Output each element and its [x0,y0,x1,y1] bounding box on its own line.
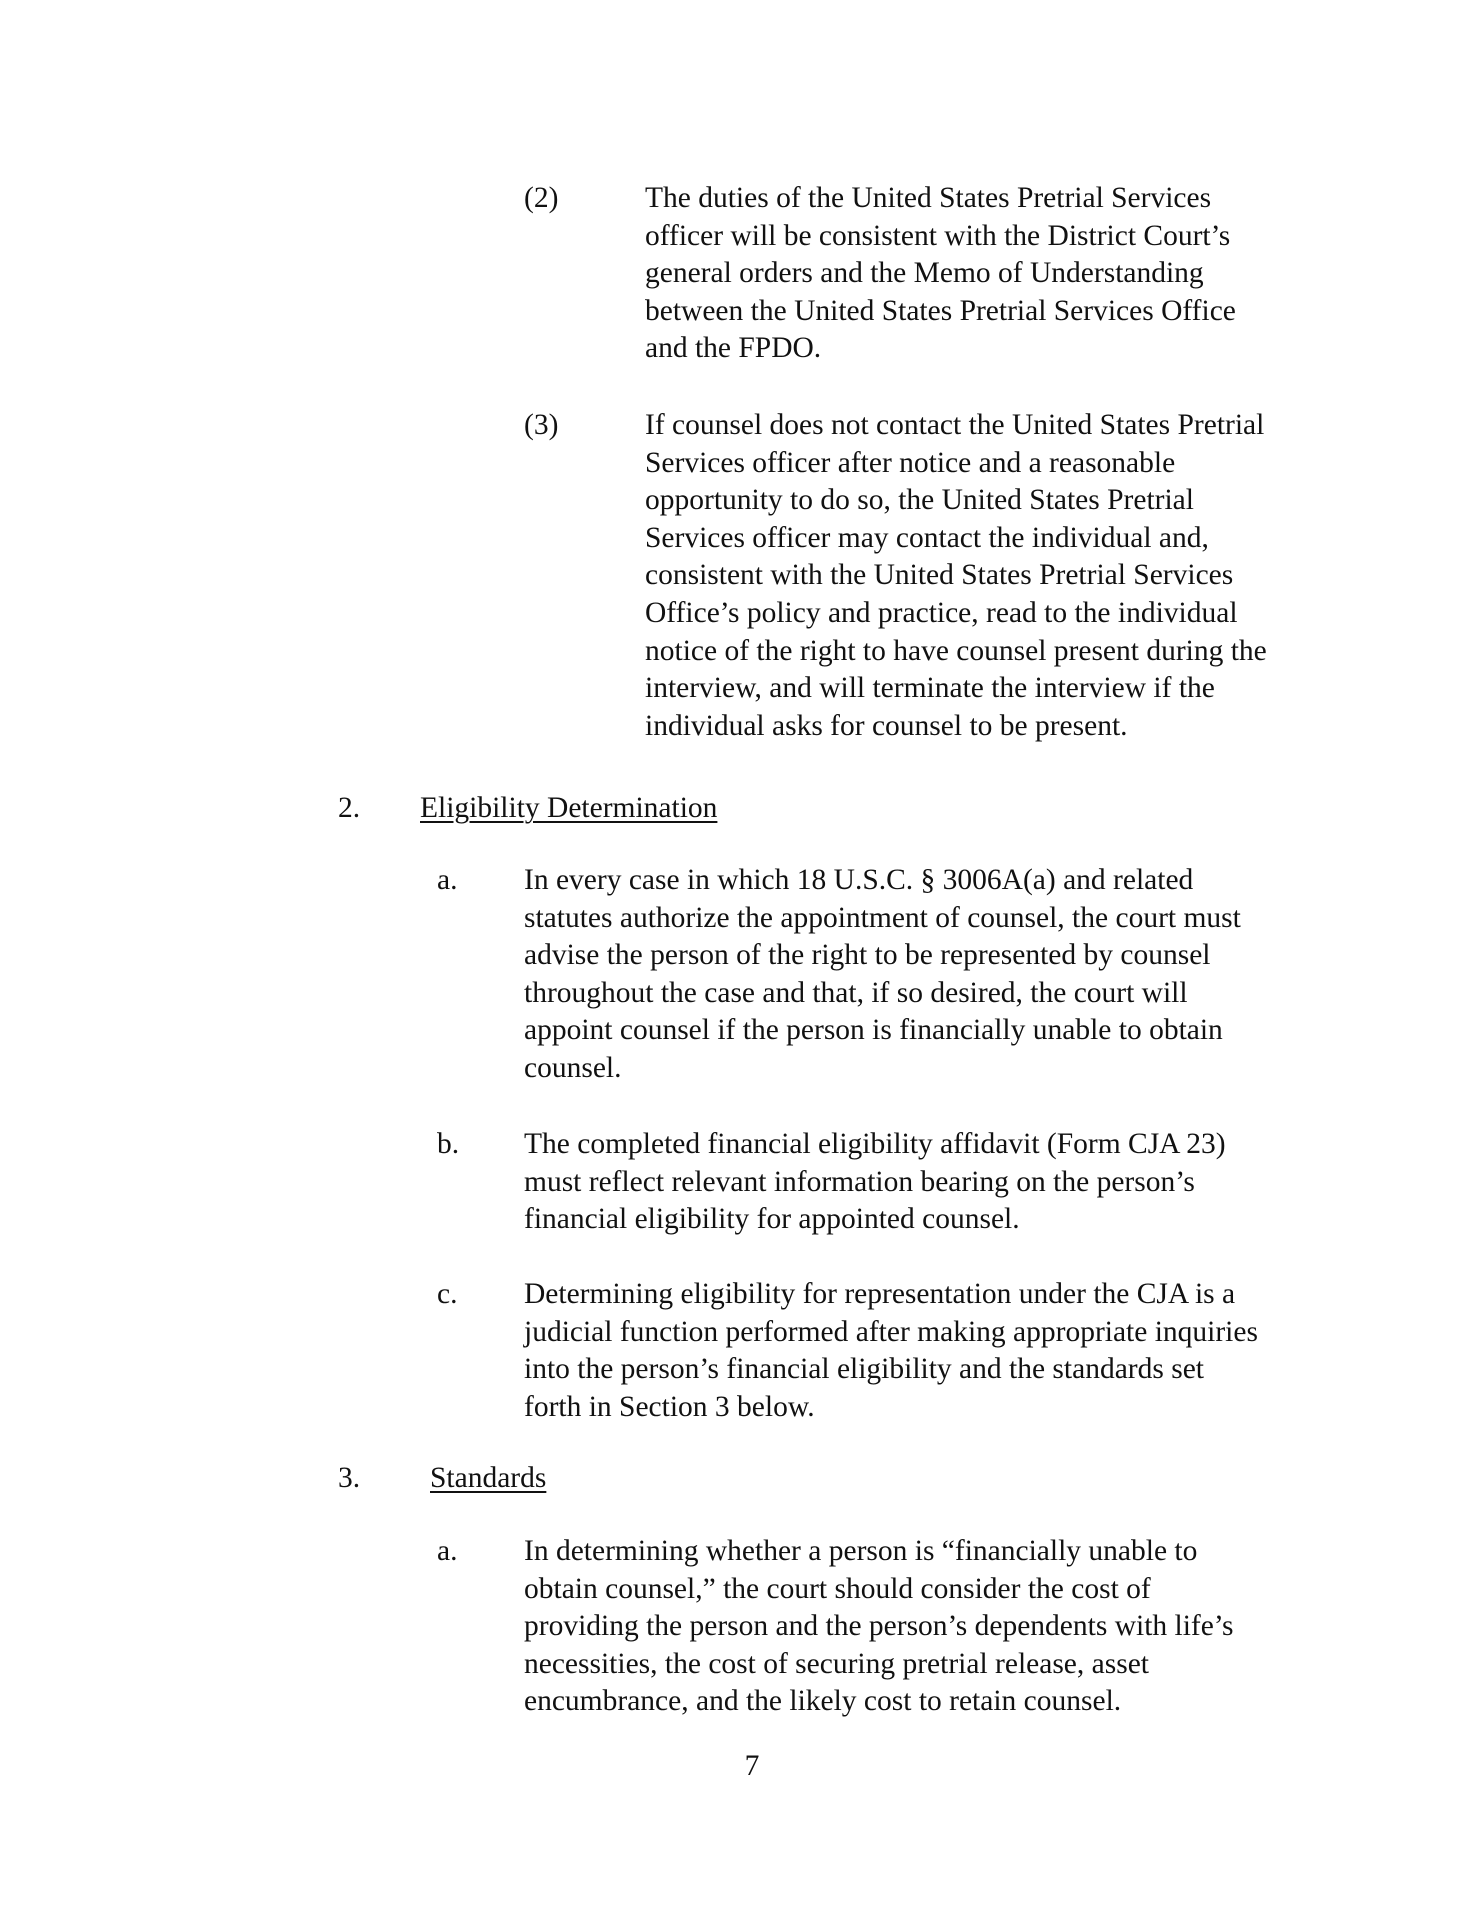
text-line: opportunity to do so, the United States Pretrial [645,484,1194,517]
section-3-title: Standards [430,1462,547,1494]
item-marker: a. [437,1535,458,1567]
text-line: Services officer after notice and a reasonable [645,446,1176,479]
text-line: Office’s policy and practice, read to the individual [645,596,1238,629]
item-text [524,1126,1226,1239]
text-line: If counsel does not contact the United States Pretrial [645,409,1265,441]
item-marker: a. [437,864,458,896]
text-line: Services officer may contact the individual and, [645,521,1209,554]
item-text [524,1533,1234,1721]
item-marker: c. [437,1278,458,1310]
text-line: appoint counsel if the person is financially unable to obtain [524,1014,1223,1047]
section-2-title: Eligibility Determination [420,792,718,824]
subitem-3-marker: (3) [524,409,559,441]
text-line: Determining eligibility for representation under the CJA is a [524,1278,1236,1310]
text-line: The completed financial eligibility affidavit (Form CJA 23) [524,1128,1226,1160]
text-line: between the United States Pretrial Services Office [645,294,1236,327]
text-line: encumbrance, and the likely cost to retain counsel. [524,1685,1122,1718]
text-line: financial eligibility for appointed counsel. [524,1203,1020,1236]
text-line: judicial function performed after making appropriate inquiries [524,1315,1258,1348]
text-line: statutes authorize the appointment of counsel, the court must [524,901,1241,934]
text-line: advise the person of the right to be represented by counsel [524,939,1211,972]
text-line: consistent with the United States Pretrial Services [645,559,1234,592]
text-line: In determining whether a person is “financially unable to [524,1535,1198,1567]
text-line: interview, and will terminate the interview if the [645,672,1215,705]
text-line: must reflect relevant information bearing on the person’s [524,1165,1195,1198]
text-line: individual asks for counsel to be present. [645,709,1128,742]
text-line: notice of the right to have counsel present during the [645,634,1267,667]
section-2-number: 2. [338,792,361,824]
text-line: necessities, the cost of securing pretrial release, asset [524,1647,1149,1680]
text-line: general orders and the Memo of Understanding [645,257,1204,290]
item-text [524,862,1241,1088]
item-marker: b. [437,1128,460,1160]
text-line: The duties of the United States Pretrial Services [645,182,1212,214]
text-line: throughout the case and that, if so desired, the court will [524,976,1188,1009]
subitem-2-marker: (2) [524,182,559,214]
subitem-2-text [645,180,1236,368]
text-line: forth in Section 3 below. [524,1390,815,1423]
subitem-3-text [645,407,1267,745]
section-3-number: 3. [338,1462,361,1494]
text-line: obtain counsel,” the court should consider the cost of [524,1572,1151,1605]
text-line: and the FPDO. [645,332,822,365]
item-text [524,1276,1258,1426]
text-line: counsel. [524,1051,622,1084]
text-line: providing the person and the person’s dependents with life’s [524,1610,1234,1643]
text-line: officer will be consistent with the District Court’s [645,219,1231,252]
text-line: into the person’s financial eligibility and the standards set [524,1353,1204,1386]
page-number: 7 [744,1750,760,1782]
text-line: In every case in which 18 U.S.C. § 3006A(a) and related [524,864,1194,896]
